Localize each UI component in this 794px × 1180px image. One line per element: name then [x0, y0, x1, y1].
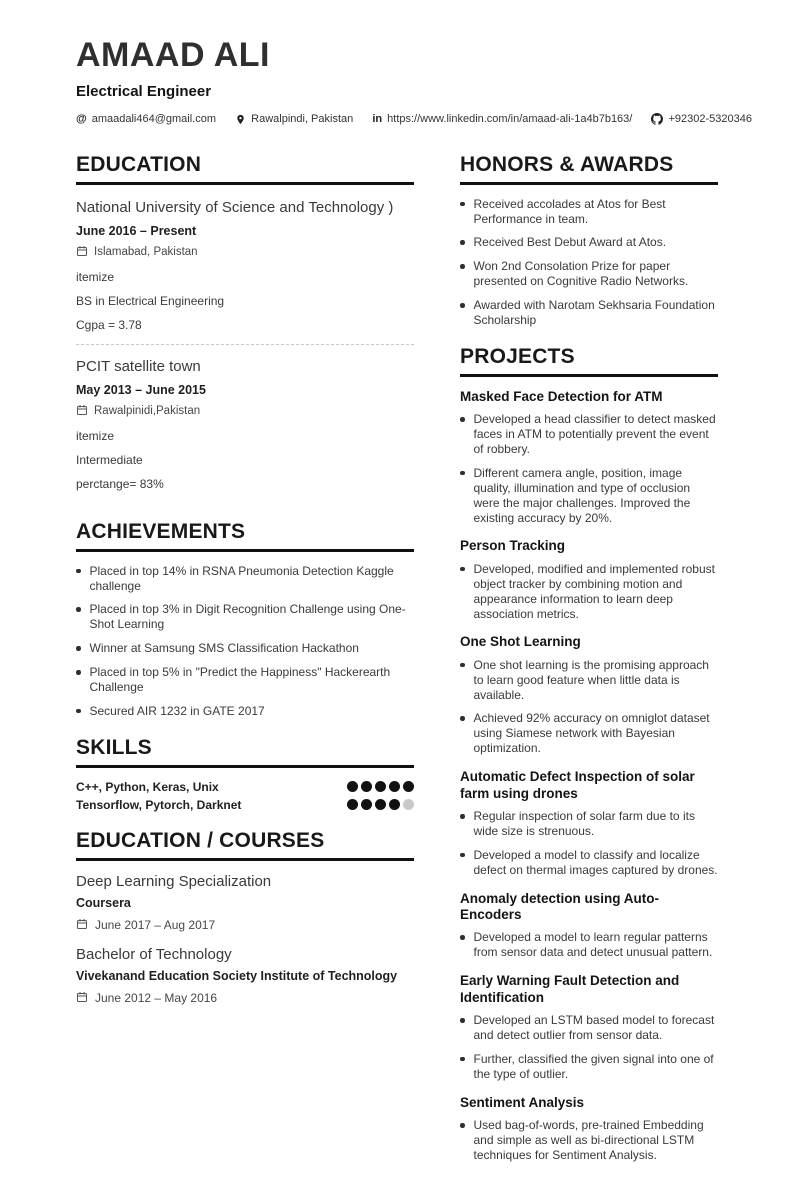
project-entry: [460, 973, 718, 1081]
bullet-text: Winner at Samsung SMS Classification Hackathon: [89, 641, 359, 656]
candidate-name: AMAAD ALI: [76, 36, 270, 74]
entry-location: [76, 245, 414, 260]
bullet-text: Developed a model to learn regular patterns from sensor data and detect unusual pattern.: [473, 930, 713, 960]
skill-rows: [76, 780, 414, 812]
entry-detail-lines: [76, 429, 414, 491]
contact-linkedin-text[interactable]: https://www.linkedin.com/in/amaad-ali-1a4b7b163/: [387, 113, 633, 126]
bullet-item: [460, 235, 718, 250]
project-title: Masked Face Detection for ATM: [460, 388, 663, 404]
left-column: [76, 153, 414, 1180]
entry-dates: May 2013 – June 2015: [76, 382, 206, 397]
skill-dot: [361, 799, 373, 811]
bullet-item: [460, 1052, 718, 1082]
section-honors-awards: [460, 153, 718, 328]
project-title: Anomaly detection using Auto-Encoders: [460, 890, 659, 922]
entry-detail-line: Cgpa = 3.78: [76, 317, 142, 332]
bullet-item: [76, 704, 414, 719]
entry-title: PCIT satellite town: [76, 357, 201, 375]
bullet-item: [76, 665, 414, 695]
project-bullets: [460, 562, 718, 622]
entry-detail-line: perctange= 83%: [76, 476, 164, 491]
project-title: Person Tracking: [460, 538, 566, 554]
project-title: Early Warning Fault Detection and Identification: [460, 973, 680, 1005]
bullet-item: [460, 930, 718, 960]
bullet-item: [76, 641, 414, 656]
section-education-courses: [76, 829, 414, 1006]
project-entry: [460, 891, 718, 961]
bullet-text: Different camera angle, position, image quality, illumination and type of occlusion were the major challenges. Improved the existing accuracy by 20%.: [473, 465, 691, 525]
bullet-text: Regular inspection of solar farm due to its wide size is strenuous.: [473, 809, 695, 838]
section-heading: EDUCATION: [76, 153, 414, 185]
education-entries: [76, 197, 414, 503]
entry-location-text: Islamabad, Pakistan: [94, 246, 198, 259]
bullet-text: Won 2nd Consolation Prize for paper presented on Cognitive Radio Networks.: [473, 259, 689, 289]
bullet-item: [460, 259, 718, 289]
calendar-icon: [76, 991, 88, 1006]
bullet-item: [460, 1118, 718, 1163]
course-dates-text: June 2012 – May 2016: [95, 991, 218, 1006]
project-bullets: [460, 930, 718, 960]
bullet-text: Developed, modified and implemented robust object tracker by combining motion and appearance information to learn deep association metrics.: [473, 561, 715, 621]
bullet-text: One shot learning is the promising approach to learn good feature when little data is available.: [473, 657, 709, 702]
project-bullets: [460, 658, 718, 756]
skill-dot: [347, 799, 359, 811]
section-skills: [76, 736, 414, 812]
project-entries: [460, 389, 718, 1163]
project-bullets: [460, 1118, 718, 1163]
bullet-item: [460, 809, 718, 839]
entry-detail-lines: [76, 270, 414, 332]
entry-detail-line: itemize: [76, 269, 115, 284]
skill-dot: [403, 781, 415, 793]
project-bullets: [460, 809, 718, 878]
bullet-text: Placed in top 3% in Digit Recognition Challenge using One-Shot Learning: [89, 602, 406, 632]
skill-label: C++, Python, Keras, Unix: [76, 779, 219, 794]
contact-linkedin[interactable]: [372, 113, 632, 125]
section-heading: SKILLS: [76, 736, 414, 768]
section-achievements: [76, 520, 414, 719]
skill-dot: [375, 781, 387, 793]
bullet-text: Used bag-of-words, pre-trained Embedding and simple as well as bi-directional LSTM techniques for Sentiment Analysis.: [473, 1118, 704, 1162]
bullet-text: Secured AIR 1232 in GATE 2017: [89, 703, 265, 718]
project-title: Automatic Defect Inspection of solar farm using drones: [460, 769, 695, 801]
bullet-text: Developed an LSTM based model to forecast and detect outlier from sensor data.: [473, 1013, 715, 1043]
course-dates: [76, 918, 414, 933]
course-dates-text: June 2017 – Aug 2017: [95, 918, 216, 933]
bullet-text: Achieved 92% accuracy on omniglot dataset using Siamese network with Bayesian optimization.: [473, 711, 710, 756]
bullet-item: [460, 298, 718, 328]
course-organization: Vivekanand Education Society Institute of Technology: [76, 968, 398, 983]
course-entry: [76, 946, 414, 1006]
contact-email[interactable]: [76, 113, 216, 125]
skill-label: Tensorflow, Pytorch, Darknet: [76, 797, 242, 812]
entry-detail-line: BS in Electrical Engineering: [76, 293, 225, 308]
skill-dot: [389, 781, 401, 793]
at-icon: @: [76, 113, 87, 126]
section-heading: PROJECTS: [460, 345, 718, 377]
resume-header: [76, 38, 794, 126]
course-entries: [76, 873, 414, 1006]
contact-phone-text: +92302-5320346: [668, 113, 752, 126]
bullet-text: Further, classified the given signal into one of the type of outlier.: [473, 1051, 714, 1081]
section-heading: EDUCATION / COURSES: [76, 829, 414, 861]
bullet-text: Placed in top 5% in "Predict the Happiness" Hackerearth Challenge: [89, 665, 391, 694]
calendar-icon: [76, 245, 88, 260]
bullet-item: [460, 412, 718, 457]
education-entry: [76, 197, 414, 344]
project-entry: [460, 1095, 718, 1163]
section-projects: [460, 345, 718, 1163]
bullet-item: [76, 564, 414, 594]
project-title: One Shot Learning: [460, 634, 581, 650]
right-column: [460, 153, 718, 1180]
bullet-item: [460, 562, 718, 622]
entry-dates: June 2016 – Present: [76, 223, 197, 238]
bullet-item: [460, 1013, 718, 1043]
course-organization: Coursera: [76, 895, 131, 910]
course-title: Deep Learning Specialization: [76, 872, 272, 890]
bullet-text: Awarded with Narotam Sekhsaria Foundation Scholarship: [473, 298, 715, 327]
bullet-item: [460, 658, 718, 703]
entry-detail-line: itemize: [76, 428, 115, 443]
contact-email-text[interactable]: amaadali464@gmail.com: [91, 113, 217, 126]
entry-detail-line: Intermediate: [76, 452, 143, 467]
bullet-item: [76, 602, 414, 632]
section-heading: HONORS & AWARDS: [460, 153, 718, 185]
job-title: Electrical Engineer: [76, 82, 212, 100]
section-education: [76, 153, 414, 503]
course-title: Bachelor of Technology: [76, 945, 232, 963]
skill-dot: [347, 781, 359, 793]
skill-dots: [347, 799, 415, 811]
project-bullets: [460, 412, 718, 525]
entry-location-text: Rawalpinidi,Pakistan: [94, 405, 201, 418]
calendar-icon: [76, 918, 88, 933]
skill-dot: [389, 799, 401, 811]
resume-body: [76, 153, 718, 1180]
skill-row: [76, 780, 414, 794]
contact-bar: [76, 113, 752, 126]
project-title: Sentiment Analysis: [460, 1094, 585, 1110]
course-entry: [76, 873, 414, 933]
contact-location-text: Rawalpindi, Pakistan: [251, 113, 354, 126]
honors-list: [460, 197, 718, 328]
entry-location: [76, 404, 414, 419]
skill-dot: [403, 799, 415, 811]
bullet-item: [460, 711, 718, 756]
project-entry: [460, 389, 718, 526]
entry-title: National University of Science and Technology ): [76, 198, 394, 216]
skill-dots: [347, 781, 415, 793]
skill-row: [76, 798, 414, 812]
achievement-list: [76, 564, 414, 719]
linkedin-icon: in: [372, 113, 383, 126]
skill-dot: [361, 781, 373, 793]
bullet-text: Placed in top 14% in RSNA Pneumonia Detection Kaggle challenge: [89, 563, 394, 593]
project-entry: [460, 538, 718, 621]
calendar-icon: [76, 404, 88, 419]
bullet-text: Developed a model to classify and localize defect on thermal images captured by drones.: [473, 847, 718, 877]
bullet-item: [460, 197, 718, 227]
project-entry: [460, 634, 718, 756]
project-entry: [460, 769, 718, 877]
bullet-text: Developed a head classifier to detect masked faces in ATM to potentially prevent the event of robbery.: [473, 412, 716, 457]
education-entry: [76, 344, 414, 503]
contact-location: [235, 113, 353, 126]
course-dates: [76, 991, 414, 1006]
skill-dot: [375, 799, 387, 811]
project-bullets: [460, 1013, 718, 1082]
bullet-text: Received accolades at Atos for Best Performance in team.: [473, 196, 666, 226]
section-heading: ACHIEVEMENTS: [76, 520, 414, 552]
github-icon: [651, 113, 663, 125]
bullet-item: [460, 848, 718, 878]
bullet-text: Received Best Debut Award at Atos.: [473, 235, 667, 250]
contact-phone: [651, 113, 752, 125]
location-pin-icon: [235, 113, 246, 126]
bullet-item: [460, 466, 718, 526]
